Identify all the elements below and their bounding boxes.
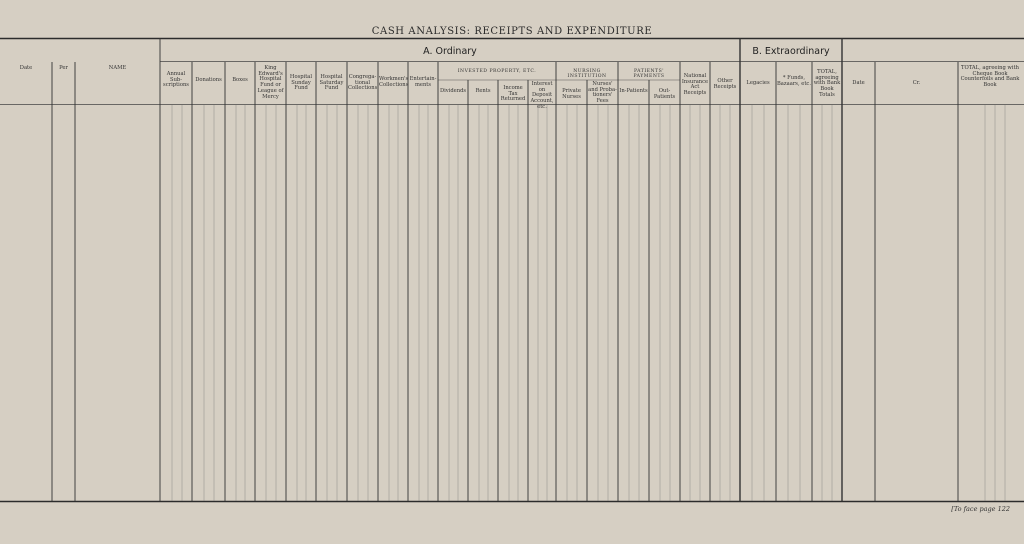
col-hospital-saturday: Hospital Saturday Fund bbox=[319, 74, 344, 92]
col-dividends: Dividends bbox=[439, 88, 467, 94]
col-other-receipts: Other Receipts bbox=[713, 78, 737, 90]
col-per: Per bbox=[59, 65, 68, 71]
col-donations: Donations bbox=[195, 77, 222, 83]
col-national-insurance: National Insurance Act Receipts bbox=[681, 73, 709, 97]
col-total-bank: TOTAL, agreeing with Bank Book Totals bbox=[813, 69, 841, 98]
group-invested: INVESTED PROPERTY, ETC. bbox=[457, 69, 537, 74]
col-boxes: Boxes bbox=[232, 77, 248, 83]
section-extraordinary: B. Extraordinary bbox=[752, 46, 830, 57]
col-income-tax: Income Tax Returned bbox=[500, 85, 526, 103]
page-title: CASH ANALYSIS: RECEIPTS AND EXPENDITURE bbox=[371, 26, 653, 37]
col-private-nurses: Private Nurses bbox=[562, 88, 581, 100]
col-congregational: Congrega-tional Collections bbox=[348, 74, 378, 92]
col-rents: Rents bbox=[475, 88, 491, 94]
col-annual-subscriptions: Annual Sub-scriptions bbox=[163, 71, 189, 89]
col-entertainments: Entertain-ments bbox=[409, 76, 437, 88]
col-date: Date bbox=[19, 65, 33, 71]
group-nursing: NURSING INSTITUTION bbox=[567, 69, 607, 79]
section-ordinary: A. Ordinary bbox=[423, 46, 477, 57]
col-funds-bazaars: * Funds, Bazaars, etc. bbox=[777, 75, 811, 87]
col-date-2: Date bbox=[852, 80, 865, 86]
col-workmens: Workmen's Collections bbox=[379, 76, 409, 88]
col-legacies: Legacies bbox=[746, 80, 770, 86]
col-out-patients: Out-Patients bbox=[653, 88, 676, 100]
col-hospital-sunday: Hospital Sunday Fund bbox=[289, 74, 313, 92]
footer-note: [To face page 122 bbox=[951, 505, 1010, 513]
col-nurses-fees: Nurses' and Proba-tioners' Fees bbox=[588, 81, 617, 105]
col-king-edward: King Edward's Hospital Fund or League of Mercy bbox=[257, 65, 284, 100]
col-interest: Interest on Deposit Account, etc. bbox=[530, 81, 554, 110]
col-in-patients: In-Patients bbox=[619, 88, 648, 94]
group-patients: PATIENTS' PAYMENTS bbox=[633, 69, 665, 79]
col-name: NAME bbox=[108, 65, 127, 71]
col-cr: Cr. bbox=[912, 80, 921, 86]
col-total-cheque: TOTAL, agreeing with Cheque Book Counterfoils and Bank Book bbox=[960, 65, 1020, 89]
